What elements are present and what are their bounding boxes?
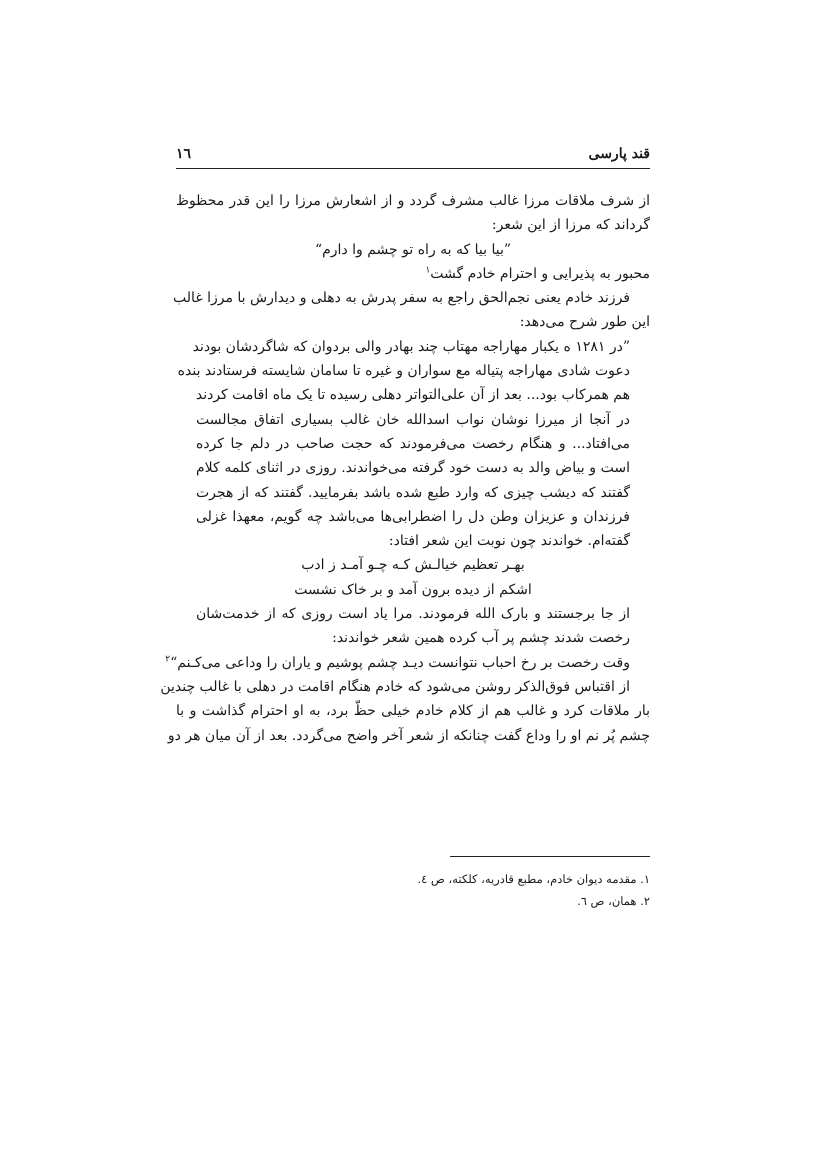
- block-quote-line: رخصت شدند چشم پر آب کرده همین شعر خواندند:: [332, 630, 630, 647]
- paragraph-line: بار ملاقات کرد و غالب هم از کلام خادم خیلی حظّ برد، به او احترام گذاشت و با: [176, 703, 650, 720]
- block-quote-line: از جا برجستند و بارک الله فرمودند. مرا یاد است روزی که از خدمت‌شان: [196, 606, 630, 623]
- body-text: [160, 189, 650, 748]
- paragraph-line: از اقتباس فوق‌الذکر روشن می‌شود که خادم هنگام اقامت در دهلی با غالب چندین: [160, 678, 630, 695]
- block-quote-line: هم همرکاب بود... بعد از آن علی‌التواتر دهلی رسیده تا یک ماه اقامت کردند: [195, 387, 630, 404]
- verse-line: بهـر تعظیم خیالـش کـه چـو آمـد ز ادب: [301, 557, 525, 574]
- page-header: [176, 142, 650, 169]
- block-quote-line: دعوت شادی مهاراجه پتیاله مع سواران و غیره تا سامان شایسته فرستادند بنده: [177, 363, 630, 380]
- quoted-verse: ”بیا بیا که به راه تو چشم وا دارم“: [314, 241, 512, 258]
- paragraph-line: فرزند خادم یعنی نجم‌الحق راجع به سفر پدرش به دهلی و دیدارش با مرزا غالب: [173, 290, 630, 307]
- footnote-divider: [450, 856, 650, 857]
- paragraph-line: گرداند که مرزا از این شعر:: [491, 217, 650, 234]
- paragraph-line: از شرف ملاقات مرزا غالب مشرف گردد و از اشعارش مرزا را این قدر محظوظ: [176, 193, 650, 209]
- footnote-ref: ١: [425, 265, 431, 276]
- block-quote-line: است و بیاض والد به دست خود گرفته می‌خواندند. روزی در اثنای کلمه کلام: [196, 460, 630, 477]
- verse-line: وقت رخصت بر رخ احباب نتوانست دیـد چشم پوشیم و یاران را وداعی می‌کـنم“$^٢$: [165, 653, 630, 671]
- block-quote-line: گفته‌ام. خواندند چون نوبت این شعر افتاد:: [388, 533, 630, 550]
- paragraph-line: این طور شرح می‌دهد:: [519, 314, 650, 331]
- block-quote-line: ”در ١٢٨١ ه یکبار مهاراجه مهتاب چند بهادر والی بردوان که شاگردشان بودند: [192, 338, 630, 355]
- running-title: قند پارسی: [588, 146, 650, 162]
- block-quote-line: گفتند که دیشب چیزی که وارد طبع شده باشد بفرمایید. گفتند که از هجرت: [196, 484, 630, 501]
- page-number: ١٦: [176, 146, 192, 162]
- paragraph-line: محبور به پذیرایی و احترام خادم گشت$^١$: [425, 265, 650, 282]
- paragraph-line: چشم پُر نم او را وداع گفت چنانکه از شعر آخر واضح می‌گردد. بعد از آن میان هر دو: [167, 727, 650, 744]
- footnotes: [176, 868, 650, 912]
- block-quote-line: می‌افتاد... و هنگام رخصت می‌فرمودند که حجت صاحب در دلم جا کرده: [196, 435, 630, 452]
- footnote-ref: ٢: [165, 653, 171, 664]
- block-quote-line: فرزندان و عزیزان وطن دل را اضطرابی‌ها می‌باشد چه گویم، معهذا غزلی: [196, 508, 630, 525]
- block-quote-line: در آنجا از میرزا نوشان نواب اسدالله خان غالب بسیاری اتفاق مجالست: [196, 411, 630, 428]
- verse-line: اشکم از دیده برون آمد و بر خاک نشست: [294, 581, 532, 598]
- footnote: ٢. همان، ص ٦.: [577, 894, 650, 908]
- footnote: ١. مقدمه دیوان خادم، مطبع قادریه، کلکته، ص ٤.: [417, 872, 650, 886]
